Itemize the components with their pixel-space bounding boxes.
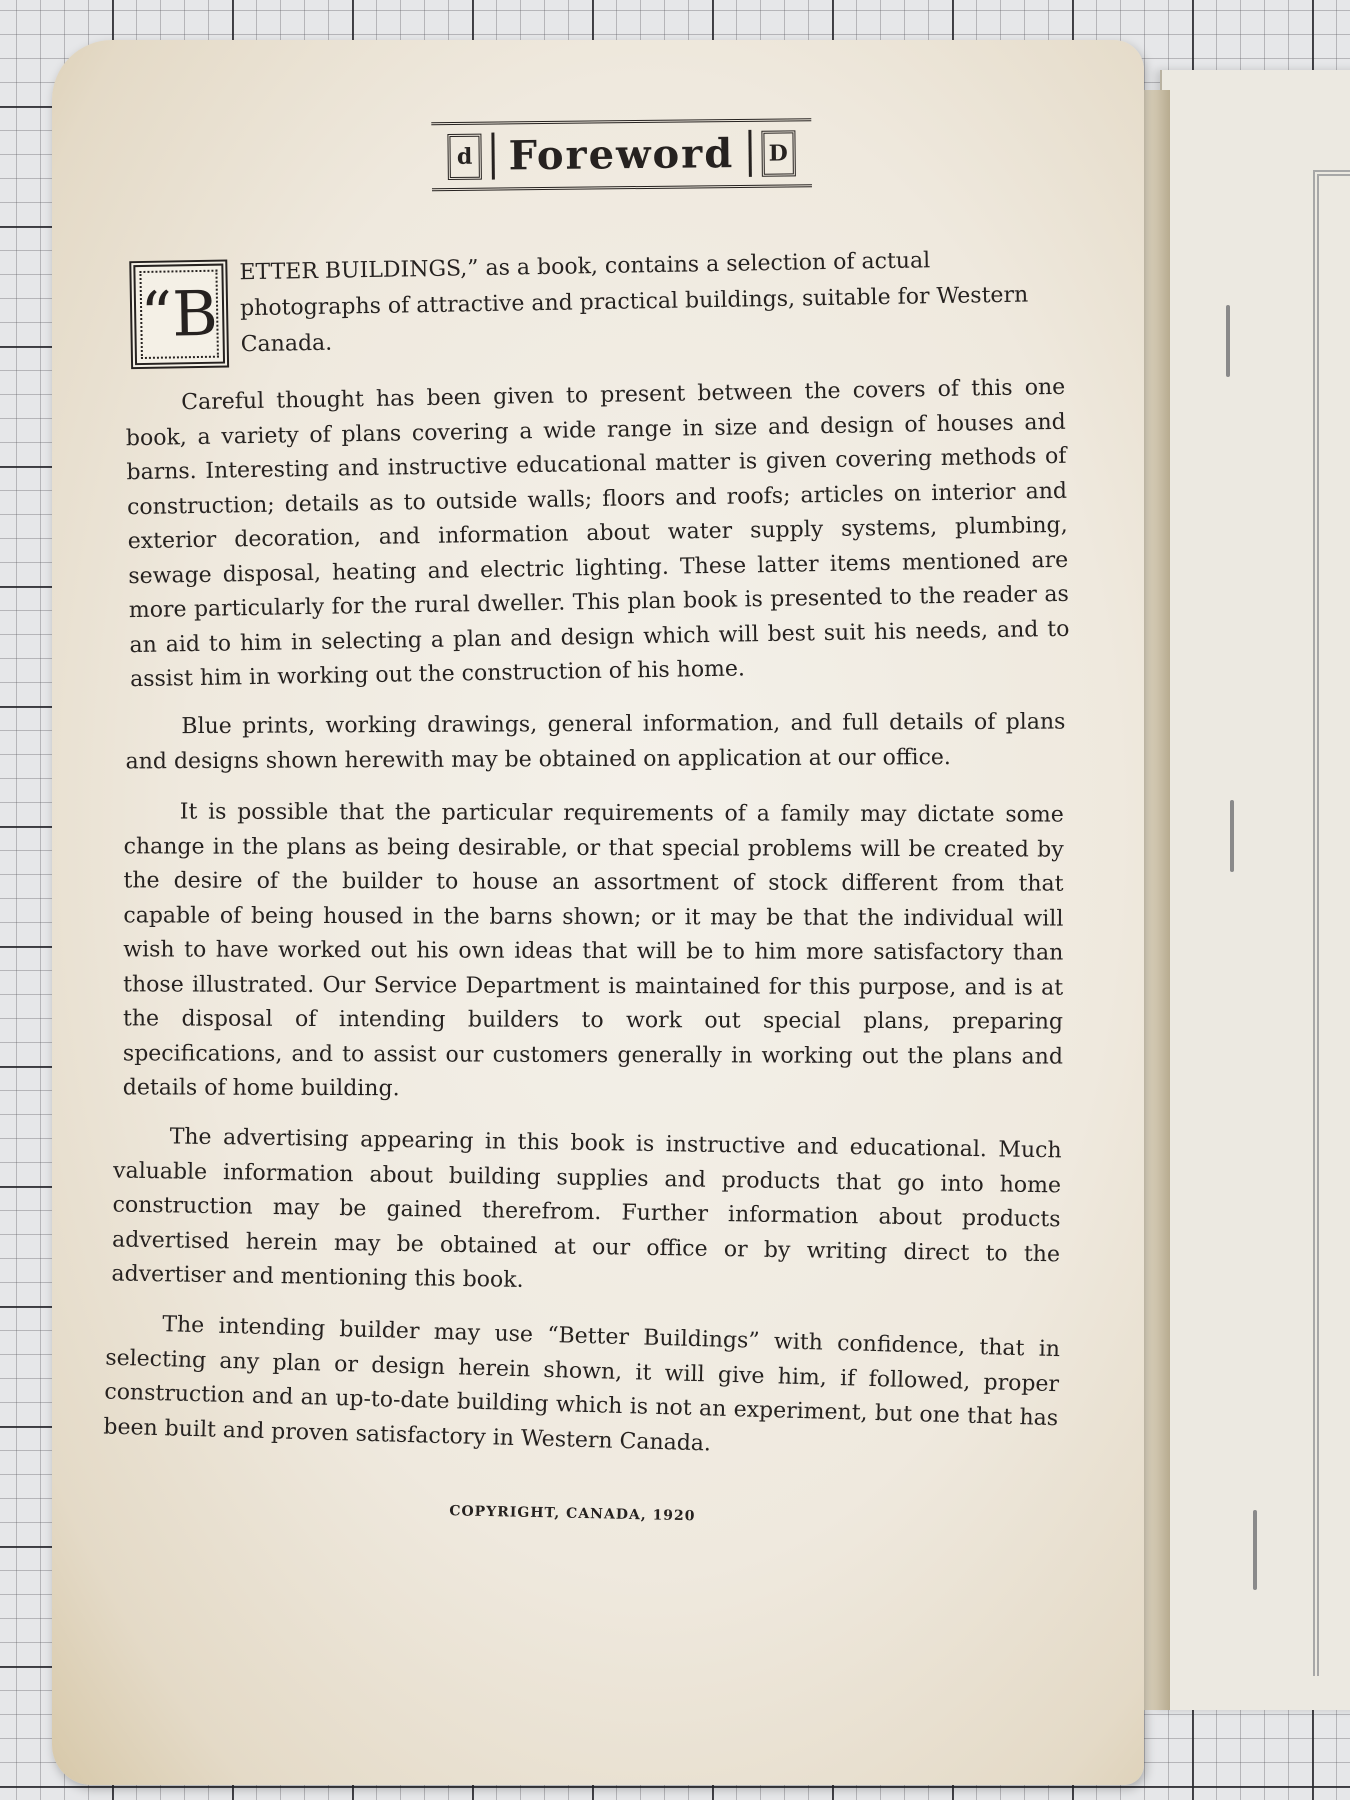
drop-cap: “B xyxy=(129,259,229,369)
right-ornament-icon: D xyxy=(761,130,795,176)
facing-page-border xyxy=(1313,170,1350,1676)
paragraph: Blue prints, working drawings, general information, and full details of plans and designs shown herewith may be obtained on application at our office. xyxy=(125,709,1066,774)
heading-frame xyxy=(431,118,811,191)
intro-text: ETTER BUILDINGS,” as a book, contains a selection of actual photographs of attractive and practical buildings, suitable for Western Canada. xyxy=(239,248,1029,358)
staple-icon xyxy=(1230,800,1234,872)
paragraph: Careful thought has been given to present between the covers of this one book, a variety of plans covering a wide range in size and design of houses and barns. Interesting and instructive educational matter is given covering methods of construction; details as to outside walls; floors and roofs; articles on interior and exterior decoration, and information about water supply systems, plumbing, sewage disposal, heating and electric lighting. These latter items mentioned are more particularly for the rural dweller. This plan book is presented to the reader as an aid to him in selecting a plan and design which will best suit his needs, and to assist him in working out the construction of his home. xyxy=(125,374,1070,693)
page-content xyxy=(103,115,1072,1526)
paragraph: The advertising appearing in this book is instructive and educational. Much valuable information about building supplies and products that go into home construction may be gained therefrom. Further information about products advertised herein may be obtained at our office or by writing direct to the advertiser and mentioning this book. xyxy=(111,1124,1062,1293)
staple-icon xyxy=(1226,305,1230,377)
book-page xyxy=(52,40,1144,1785)
paragraph: The intending builder may use “Better Buildings” with confidence, that in selecting any plan or design herein shown, it will give him, if followed, proper construction and an up-to-date building which is not an experiment, but one that has been built and proven satisfactory in Western Canada. xyxy=(103,1311,1061,1456)
left-ornament-icon: d xyxy=(448,133,482,179)
intro-paragraph xyxy=(129,241,1071,367)
heading-banner xyxy=(171,115,1072,193)
paragraph: It is possible that the particular requirements of a family may dictate some change in the plans as being desirable, or that special problems will be created by the desire of the builder to house an assortment of stock different from that capable of being housed in the barns shown; or it may be that the individual will wish to have worked out his own ideas that will be to him more satisfactory than those illustrated. Our Service Department is maintained for this purpose, and is at the disposal of intending builders to work out special plans, preparing specifications, and to assist our customers generally in working out the plans and details of home building. xyxy=(122,799,1064,1101)
staple-icon xyxy=(1253,1510,1257,1590)
copyright-notice: COPYRIGHT, CANADA, 1920 xyxy=(449,1502,696,1524)
page-title: Foreword xyxy=(492,130,752,180)
